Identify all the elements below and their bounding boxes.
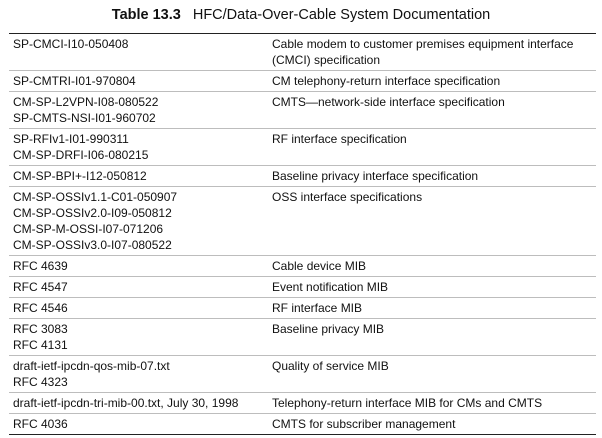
table-row [9,277,596,298]
description-cell [268,298,596,319]
table-row [9,298,596,319]
document-cell [9,298,268,319]
table-row [9,414,596,435]
description-text: Cable modem to customer premises equipment interface [272,37,574,51]
table-row [9,166,596,187]
table-number: Table 13.3 [111,7,181,23]
document-id: SP-CMTS-NSI-I01-960702 [13,111,156,125]
document-cell [9,356,268,393]
document-id: RFC 4323 [13,375,68,389]
document-id: CM-SP-OSSIv3.0-I07-080522 [13,238,172,252]
document-cell [9,92,268,129]
table-row [9,187,596,256]
description-text: RF interface MIB [272,301,363,315]
description-cell [268,187,596,256]
document-id: draft-ietf-ipcdn-qos-mib-07.txt [13,359,170,373]
table-row [9,34,596,71]
table-row [9,129,596,166]
table-row [9,393,596,414]
document-cell [9,277,268,298]
document-id: draft-ietf-ipcdn-tri-mib-00.txt, July 30, 1998 [13,396,239,410]
description-text: CMTS for subscriber management [272,417,456,431]
description-cell [268,92,596,129]
document-cell [9,256,268,277]
document-id: RFC 3083 [13,322,68,336]
document-id: CM-SP-L2VPN-I08-080522 [13,95,159,109]
document-id: RFC 4546 [13,301,68,315]
document-cell [9,414,268,435]
document-id: RFC 4639 [13,259,68,273]
description-cell [268,129,596,166]
document-id: RFC 4036 [13,417,68,431]
table-row [9,256,596,277]
description-cell [268,356,596,393]
document-cell [9,34,268,71]
description-cell [268,71,596,92]
description-cell [268,319,596,356]
document-id: SP-CMCI-I10-050408 [13,37,129,51]
document-cell [9,166,268,187]
table-row [9,356,596,393]
description-text: (CMCI) specification [272,53,381,67]
document-cell [9,393,268,414]
table-row [9,92,596,129]
description-cell [268,277,596,298]
description-text: OSS interface specifications [272,190,423,204]
description-text: CM telephony-return interface specification [272,74,501,88]
description-cell [268,393,596,414]
description-cell [268,166,596,187]
table-body [9,34,596,434]
description-text: Quality of service MIB [272,359,389,373]
table-row [9,71,596,92]
document-id: SP-RFIv1-I01-990311 [13,132,129,146]
document-id: CM-SP-OSSIv2.0-I09-050812 [13,206,172,220]
document-id: RFC 4131 [13,338,68,352]
description-cell [268,414,596,435]
description-text: Telephony-return interface MIB for CMs and CMTS [272,396,543,410]
document-cell [9,129,268,166]
description-text: Cable device MIB [272,259,367,273]
document-id: RFC 4547 [13,280,68,294]
document-cell [9,187,268,256]
table-title: HFC/Data-Over-Cable System Documentation [192,7,491,23]
document-id: SP-CMTRI-I01-970804 [13,74,136,88]
description-text: Baseline privacy MIB [272,322,385,336]
table-row [9,319,596,356]
table-caption [0,6,602,24]
document-id: CM-SP-DRFI-I06-080215 [13,148,149,162]
description-text: CMTS—network-side interface specification [272,95,505,109]
description-text: Baseline privacy interface specification [272,169,479,183]
documentation-table [9,33,596,435]
document-cell [9,319,268,356]
document-id: CM-SP-M-OSSI-I07-071206 [13,222,164,236]
document-cell [9,71,268,92]
description-text: RF interface specification [272,132,407,146]
description-text: Event notification MIB [272,280,389,294]
document-id: CM-SP-OSSIv1.1-C01-050907 [13,190,178,204]
description-cell [268,256,596,277]
description-cell [268,34,596,71]
document-id: CM-SP-BPI+-I12-050812 [13,169,147,183]
